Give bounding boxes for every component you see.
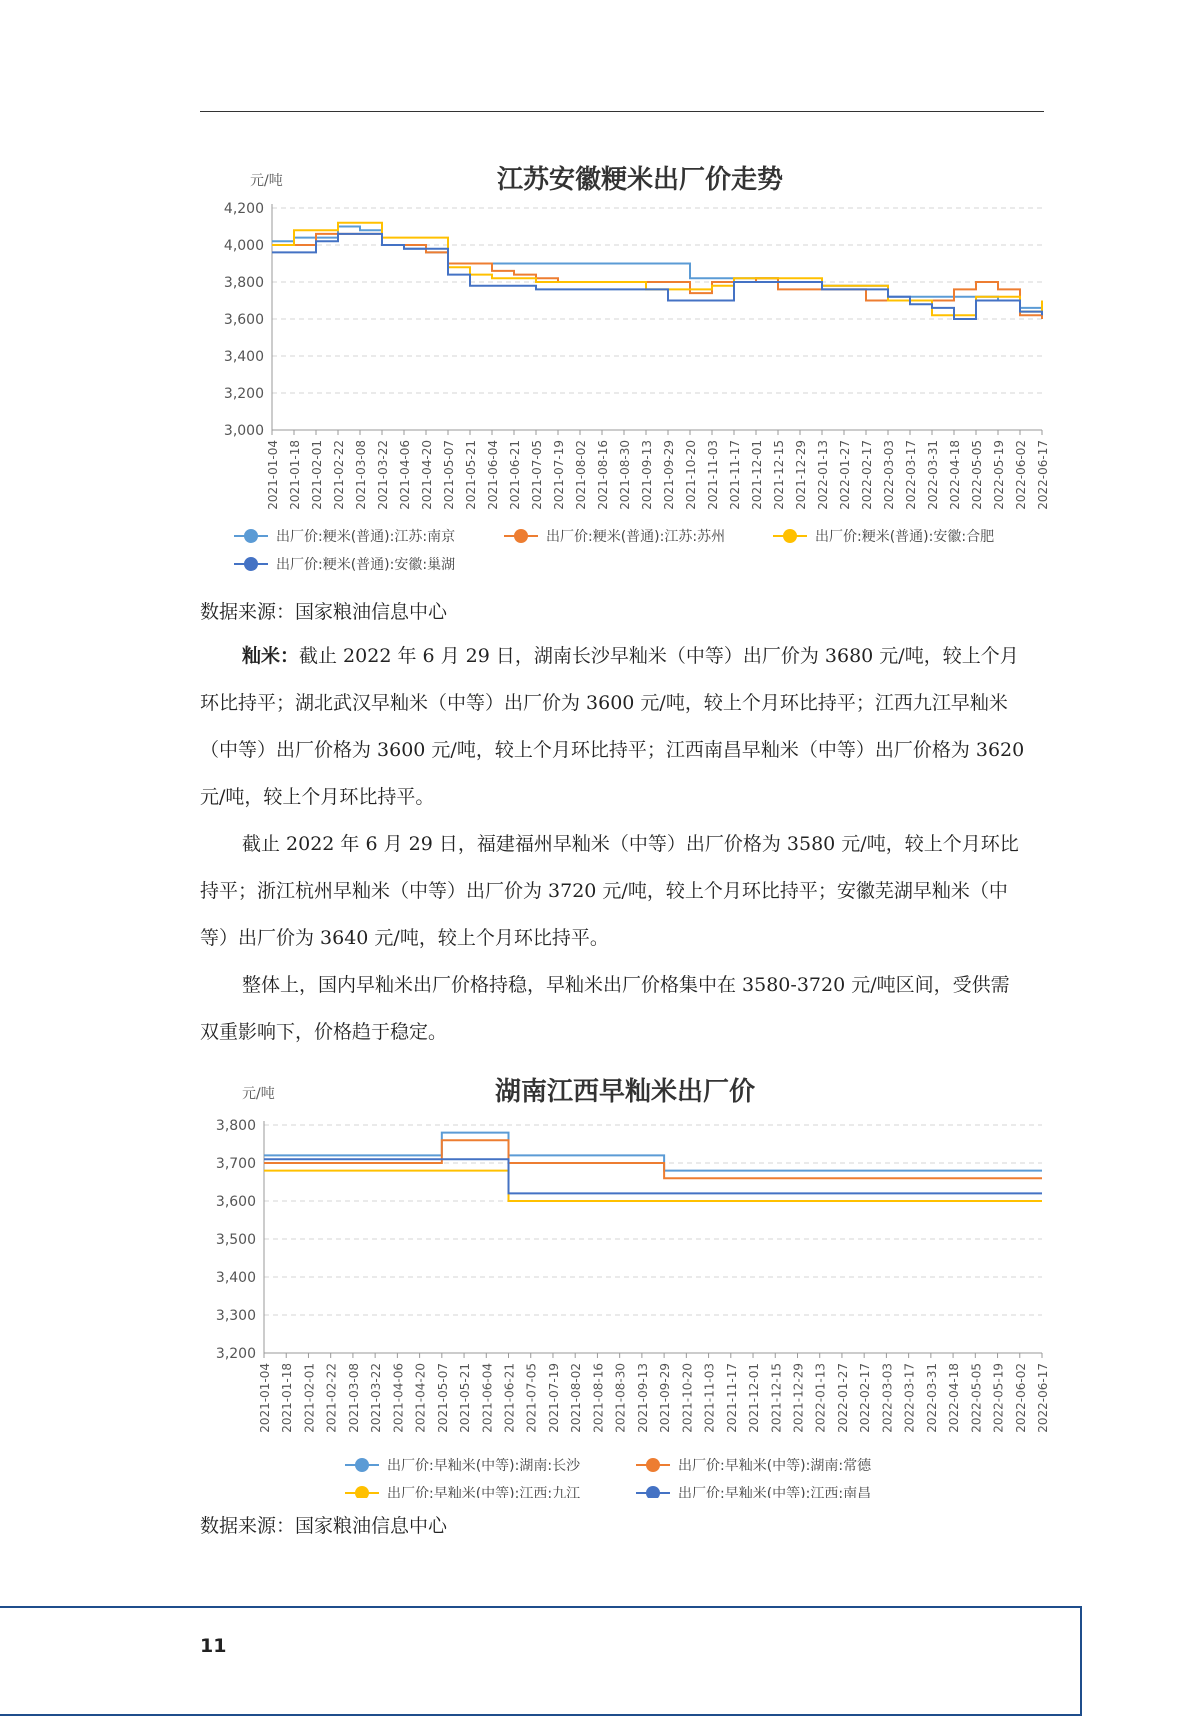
- x-tick-label: 2022-01-27: [838, 440, 852, 510]
- x-tick-label: 2021-05-07: [442, 440, 456, 510]
- x-tick-label: 2021-08-16: [596, 440, 610, 510]
- y-tick-label: 4,200: [223, 201, 264, 217]
- x-tick-label: 2021-09-13: [635, 1363, 650, 1433]
- x-tick-label: 2021-08-30: [613, 1363, 628, 1433]
- x-tick-label: 2022-06-17: [1036, 440, 1050, 510]
- x-tick-label: 2021-07-19: [552, 440, 566, 510]
- x-tick-label: 2022-03-17: [902, 1363, 917, 1433]
- x-tick-label: 2021-02-01: [310, 440, 324, 510]
- x-tick-label: 2022-03-03: [880, 1363, 895, 1433]
- x-tick-label: 2021-03-22: [376, 440, 390, 510]
- paragraph-fujian-zhejiang-anhui: [200, 821, 1028, 962]
- x-tick-label: 2022-03-31: [924, 1363, 939, 1433]
- x-tick-label: 2021-06-21: [502, 1363, 517, 1433]
- series-line: [272, 227, 1042, 308]
- x-tick-label: 2021-12-29: [794, 440, 808, 510]
- series-line: [264, 1159, 1042, 1193]
- x-tick-label: 2022-01-27: [835, 1363, 850, 1433]
- x-tick-label: 2021-07-05: [530, 440, 544, 510]
- x-tick-label: 2021-04-20: [420, 440, 434, 510]
- x-tick-label: 2021-11-17: [728, 440, 742, 510]
- series-line: [264, 1171, 1042, 1201]
- y-tick-label: 3,400: [223, 349, 264, 365]
- x-tick-label: 2021-06-04: [486, 440, 500, 510]
- legend-label: 出厂价:粳米(普通):安徽:巢湖: [276, 557, 456, 573]
- x-tick-label: 2022-06-02: [1014, 440, 1028, 510]
- series-line: [264, 1133, 1042, 1171]
- x-tick-label: 2021-05-21: [458, 1363, 473, 1433]
- chart-svg: [0, 1058, 1200, 1498]
- x-tick-label: 2021-12-01: [750, 440, 764, 510]
- chart-svg: [0, 150, 1200, 590]
- chart-title: 湖南江西早籼米出厂价: [494, 1077, 756, 1107]
- x-tick-label: 2021-07-05: [524, 1363, 539, 1433]
- x-tick-label: 2022-02-17: [860, 440, 874, 510]
- x-tick-label: 2022-06-17: [1036, 1363, 1050, 1433]
- legend-marker: [646, 1458, 660, 1472]
- y-tick-label: 3,800: [223, 275, 264, 291]
- x-tick-label: 2022-04-18: [947, 1363, 962, 1433]
- x-tick-label: 2021-08-16: [591, 1363, 606, 1433]
- legend-marker: [646, 1486, 660, 1498]
- x-tick-label: 2021-10-20: [680, 1363, 695, 1433]
- x-tick-label: 2021-05-07: [435, 1363, 450, 1433]
- y-tick-label: 4,000: [223, 238, 264, 254]
- legend-label: 出厂价:粳米(普通):江苏:南京: [276, 529, 456, 545]
- legend-label: 出厂价:早籼米(中等):江西:南昌: [678, 1486, 872, 1498]
- legend-label: 出厂价:早籼米(中等):江西:九江: [387, 1486, 581, 1498]
- x-tick-label: 2021-12-15: [769, 1363, 784, 1433]
- legend-label: 出厂价:早籼米(中等):湖南:长沙: [387, 1458, 581, 1474]
- legend-marker: [355, 1458, 369, 1472]
- x-tick-label: 2021-03-22: [369, 1363, 384, 1433]
- x-tick-label: 2021-02-22: [332, 440, 346, 510]
- jiangsu-anhui-japonica-chart: [0, 150, 1200, 590]
- x-tick-label: 2021-03-08: [346, 1363, 361, 1433]
- x-tick-label: 2021-03-08: [354, 440, 368, 510]
- x-tick-label: 2021-08-30: [618, 440, 632, 510]
- x-tick-label: 2022-06-02: [1013, 1363, 1028, 1433]
- x-tick-label: 2021-01-18: [288, 440, 302, 510]
- x-tick-label: 2021-09-13: [640, 440, 654, 510]
- x-tick-label: 2021-02-01: [302, 1363, 317, 1433]
- footer-frame: [0, 1606, 1082, 1716]
- legend-label: 出厂价:粳米(普通):安徽:合肥: [815, 529, 995, 545]
- x-tick-label: 2021-09-29: [662, 440, 676, 510]
- series-line: [272, 223, 1042, 315]
- x-tick-label: 2022-02-17: [858, 1363, 873, 1433]
- paragraph-lead: 籼米：: [242, 645, 300, 667]
- data-source-1: 数据来源：国家粮油信息中心: [200, 601, 448, 623]
- x-tick-label: 2022-03-03: [882, 440, 896, 510]
- page-number: 11: [200, 1635, 227, 1657]
- x-tick-label: 2021-08-02: [574, 440, 588, 510]
- paragraph-text: 截止 2022 年 6 月 29 日，湖南长沙早籼米（中等）出厂价为 3680 元/吨，较上个月环比持平；湖北武汉早籼米（中等）出厂价为 3600 元/吨，较上个月环比持平；江西九江早籼米（中等）出厂价格为 3600 元/吨，较上个月环比持平；江西南昌早籼米（中等）出厂价格为 3620 元/吨，较上个月环比持平。: [200, 645, 1025, 808]
- y-tick-label: 3,300: [215, 1308, 256, 1324]
- y-tick-label: 3,200: [215, 1346, 256, 1362]
- x-tick-label: 2021-10-20: [684, 440, 698, 510]
- y-tick-label: 3,800: [215, 1118, 256, 1134]
- y-axis-unit-label: 元/吨: [242, 1086, 275, 1102]
- hunan-jiangxi-indica-chart: [0, 1058, 1200, 1498]
- x-tick-label: 2022-03-31: [926, 440, 940, 510]
- legend-marker: [244, 557, 258, 571]
- x-tick-label: 2021-12-29: [791, 1363, 806, 1433]
- x-tick-label: 2021-02-22: [324, 1363, 339, 1433]
- chart-title: 江苏安徽粳米出厂价走势: [496, 165, 784, 195]
- x-tick-label: 2022-05-19: [991, 1363, 1006, 1433]
- y-tick-label: 3,700: [215, 1156, 256, 1172]
- paragraph-text: 整体上，国内早籼米出厂价格持稳，早籼米出厂价格集中在 3580-3720 元/吨区间，受供需双重影响下，价格趋于稳定。: [200, 974, 1010, 1043]
- x-tick-label: 2021-04-20: [413, 1363, 428, 1433]
- x-tick-label: 2021-05-21: [464, 440, 478, 510]
- x-tick-label: 2021-01-04: [266, 440, 280, 510]
- x-tick-label: 2021-11-03: [702, 1363, 717, 1433]
- x-tick-label: 2022-05-19: [992, 440, 1006, 510]
- paragraph-text: 截止 2022 年 6 月 29 日，福建福州早籼米（中等）出厂价格为 3580 元/吨，较上个月环比持平；浙江杭州早籼米（中等）出厂价为 3720 元/吨，较上个月环比持平；安徽芜湖早籼米（中等）出厂价为 3640 元/吨，较上个月环比持平。: [200, 833, 1019, 949]
- paragraph-indica-rice: [200, 633, 1028, 821]
- legend-marker: [514, 529, 528, 543]
- legend-marker: [783, 529, 797, 543]
- series-line: [272, 234, 1042, 319]
- x-tick-label: 2021-09-29: [658, 1363, 673, 1433]
- legend-marker: [355, 1486, 369, 1498]
- x-tick-label: 2021-04-06: [391, 1363, 406, 1433]
- y-axis-unit-label: 元/吨: [250, 173, 283, 189]
- x-tick-label: 2022-05-05: [970, 440, 984, 510]
- y-tick-label: 3,200: [223, 386, 264, 402]
- x-tick-label: 2022-05-05: [969, 1363, 984, 1433]
- x-tick-label: 2021-11-17: [724, 1363, 739, 1433]
- x-tick-label: 2022-01-13: [813, 1363, 828, 1433]
- x-tick-label: 2021-06-21: [508, 440, 522, 510]
- data-source-2: 数据来源：国家粮油信息中心: [200, 1515, 448, 1537]
- y-tick-label: 3,600: [215, 1194, 256, 1210]
- y-tick-label: 3,000: [223, 423, 264, 439]
- y-tick-label: 3,400: [215, 1270, 256, 1286]
- x-tick-label: 2022-04-18: [948, 440, 962, 510]
- x-tick-label: 2021-07-19: [546, 1363, 561, 1433]
- paragraph-summary: [200, 962, 1028, 1056]
- x-tick-label: 2022-03-17: [904, 440, 918, 510]
- x-tick-label: 2021-12-15: [772, 440, 786, 510]
- x-tick-label: 2021-01-18: [280, 1363, 295, 1433]
- y-tick-label: 3,500: [215, 1232, 256, 1248]
- x-tick-label: 2021-08-02: [569, 1363, 584, 1433]
- x-tick-label: 2022-01-13: [816, 440, 830, 510]
- legend-label: 出厂价:粳米(普通):江苏:苏州: [546, 529, 726, 545]
- x-tick-label: 2021-06-04: [480, 1363, 495, 1433]
- header-rule: [200, 111, 1044, 112]
- x-tick-label: 2021-12-01: [747, 1363, 762, 1433]
- x-tick-label: 2021-11-03: [706, 440, 720, 510]
- series-line: [272, 234, 1042, 319]
- x-tick-label: 2021-01-04: [258, 1363, 272, 1433]
- legend-label: 出厂价:早籼米(中等):湖南:常德: [678, 1458, 872, 1474]
- x-tick-label: 2021-04-06: [398, 440, 412, 510]
- y-tick-label: 3,600: [223, 312, 264, 328]
- legend-marker: [244, 529, 258, 543]
